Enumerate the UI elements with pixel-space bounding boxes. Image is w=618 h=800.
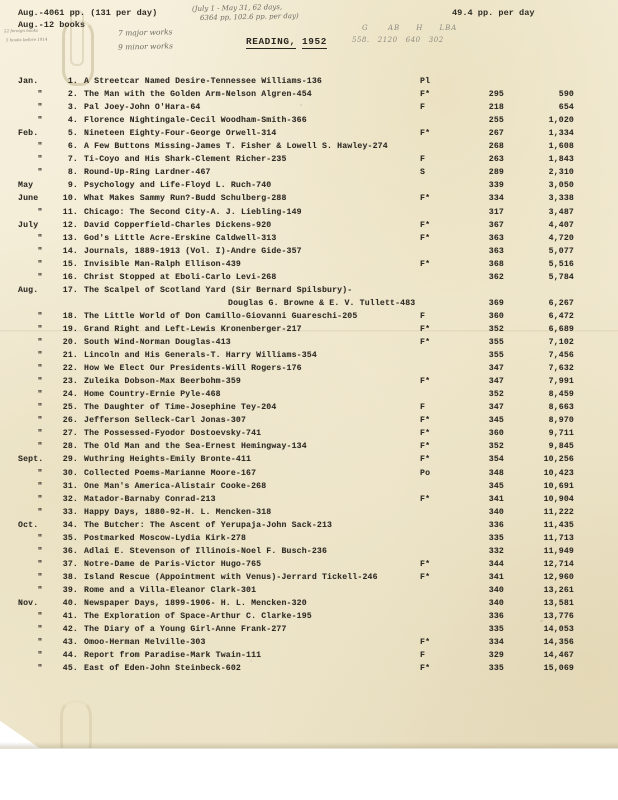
entry-number: 2. bbox=[67, 90, 78, 100]
entry-number: 6. bbox=[67, 142, 78, 152]
handwritten-tally-values: 558. 2120 640 302 bbox=[352, 36, 444, 44]
entry-number: 5. bbox=[67, 129, 78, 139]
entry-number: 15. bbox=[62, 259, 78, 269]
entry-cumulative-total: 12,960 bbox=[543, 572, 574, 582]
entry-number: 29. bbox=[62, 455, 78, 465]
entry-title: Florence Nightingale-Cecil Woodham-Smith-366 bbox=[84, 116, 307, 126]
entry-month: Oct. bbox=[18, 520, 39, 530]
entry-type-code: F* bbox=[420, 638, 431, 648]
entry-type-code: F* bbox=[420, 429, 431, 439]
entry-pages-average: 355 bbox=[488, 351, 504, 361]
entry-pages-average: 363 bbox=[488, 233, 504, 243]
reading-entry-row bbox=[0, 235, 618, 248]
page-title-year: 1952 bbox=[302, 36, 327, 47]
ditto-mark: " bbox=[37, 338, 43, 347]
paperclip-shadow-bottom bbox=[60, 700, 92, 748]
entry-number: 20. bbox=[62, 338, 78, 347]
ditto-mark: " bbox=[37, 416, 43, 426]
reading-entry-row bbox=[0, 248, 618, 261]
entry-pages-average: 345 bbox=[488, 481, 504, 491]
entry-type-code: F* bbox=[420, 442, 431, 452]
entry-pages-average: 369 bbox=[488, 298, 504, 308]
ditto-mark: " bbox=[37, 572, 43, 582]
entry-cumulative-total: 10,691 bbox=[543, 481, 574, 491]
entry-type-code: F bbox=[420, 403, 426, 413]
entry-month: Aug. bbox=[18, 285, 39, 295]
entry-month: May bbox=[18, 181, 34, 191]
entry-number: 17. bbox=[62, 285, 78, 295]
entry-pages-average: 348 bbox=[488, 468, 504, 478]
entry-title: Pal Joey-John O'Hara-64 bbox=[84, 103, 201, 113]
ditto-mark: " bbox=[37, 625, 43, 635]
entry-cumulative-total: 10,423 bbox=[543, 468, 574, 478]
entry-cumulative-total: 13,261 bbox=[543, 585, 574, 595]
page-title bbox=[246, 36, 327, 47]
entry-pages-average: 295 bbox=[488, 90, 504, 100]
reading-entry-row bbox=[0, 222, 618, 235]
entry-cumulative-total: 8,459 bbox=[548, 390, 574, 400]
entry-cumulative-total: 6,267 bbox=[548, 298, 574, 308]
entry-pages-average: 360 bbox=[488, 311, 504, 321]
ditto-mark: " bbox=[37, 324, 43, 334]
entry-number: 4. bbox=[67, 116, 78, 126]
ditto-mark: " bbox=[37, 103, 43, 113]
entry-cumulative-total: 1,334 bbox=[548, 129, 574, 139]
entry-number: 28. bbox=[62, 442, 78, 452]
entry-number: 31. bbox=[62, 481, 78, 491]
entry-pages-average: 352 bbox=[488, 324, 504, 334]
entry-title: The Butcher: The Ascent of Yerupaja-John Sack-213 bbox=[84, 520, 333, 530]
entry-number: 26. bbox=[62, 416, 78, 426]
entry-cumulative-total: 7,456 bbox=[548, 351, 574, 361]
entry-number: 16. bbox=[62, 272, 78, 282]
entry-title: Home Country-Ernie Pyle-468 bbox=[84, 390, 221, 400]
ditto-mark: " bbox=[37, 351, 43, 361]
header-line-2: Aug.-12 books bbox=[18, 20, 86, 30]
entry-number: 35. bbox=[62, 533, 78, 543]
entry-pages-average: 335 bbox=[488, 664, 504, 674]
entry-title: The Scalpel of Scotland Yard (Sir Bernard Spilsbury)- bbox=[84, 285, 353, 295]
handwritten-margin-note-1: 22 foreign books bbox=[3, 27, 39, 34]
entry-month: Nov. bbox=[18, 599, 39, 608]
ditto-mark: " bbox=[37, 311, 43, 321]
entry-number: 21. bbox=[62, 351, 78, 361]
entry-cumulative-total: 11,222 bbox=[543, 507, 574, 517]
entry-title: Report from Paradise-Mark Twain-111 bbox=[84, 651, 262, 661]
ditto-mark: " bbox=[37, 259, 43, 269]
entry-cumulative-total: 7,102 bbox=[548, 338, 574, 347]
entry-cumulative-total: 4,720 bbox=[548, 233, 574, 243]
ditto-mark: " bbox=[37, 442, 43, 452]
entry-title: A Streetcar Named Desire-Tennessee Williams-136 bbox=[84, 77, 322, 86]
ditto-mark: " bbox=[37, 377, 43, 387]
reading-entry-row bbox=[0, 496, 618, 509]
entry-title: God's Little Acre-Erskine Caldwell-313 bbox=[84, 233, 277, 243]
ditto-mark: " bbox=[37, 142, 43, 152]
entry-pages-average: 362 bbox=[488, 272, 504, 282]
entry-title: The Man with the Golden Arm-Nelson Algren-454 bbox=[84, 90, 312, 100]
entry-type-code: F* bbox=[420, 324, 431, 334]
entry-pages-average: 218 bbox=[488, 103, 504, 113]
reading-entry-row bbox=[0, 313, 618, 326]
entry-cumulative-total: 14,053 bbox=[543, 625, 574, 635]
entry-type-code: Po bbox=[420, 468, 431, 478]
entry-title: Round-Up-Ring Lardner-467 bbox=[84, 168, 211, 178]
entry-number: 39. bbox=[62, 585, 78, 595]
entry-pages-average: 347 bbox=[488, 403, 504, 413]
ditto-mark: " bbox=[37, 246, 43, 256]
ditto-mark: " bbox=[37, 612, 43, 622]
entry-cumulative-total: 7,991 bbox=[548, 377, 574, 387]
entry-number: 8. bbox=[67, 168, 78, 178]
entry-number: 23. bbox=[62, 377, 78, 387]
entry-title-continuation: Douglas G. Browne & E. V. Tullett-483 bbox=[228, 298, 416, 308]
entry-type-code: F* bbox=[420, 377, 431, 387]
reading-entry-row bbox=[0, 261, 618, 274]
entry-cumulative-total: 2,310 bbox=[548, 168, 574, 178]
entry-pages-average: 255 bbox=[488, 116, 504, 126]
entry-month: July bbox=[18, 220, 39, 230]
reading-entry-row bbox=[0, 287, 618, 300]
entry-month: Jan. bbox=[18, 77, 39, 86]
entry-number: 24. bbox=[62, 390, 78, 400]
entry-pages-average: 332 bbox=[488, 546, 504, 556]
entry-type-code: F bbox=[420, 651, 426, 661]
handwritten-note-line-2: 6364 pp, 102.6 pp. per day) bbox=[199, 11, 299, 23]
entry-title: Happy Days, 1880-92-H. L. Mencken-318 bbox=[84, 507, 272, 517]
reading-entry-row bbox=[0, 195, 618, 208]
entry-number: 7. bbox=[67, 155, 78, 165]
ditto-mark: " bbox=[37, 403, 43, 413]
entry-number: 12. bbox=[62, 220, 78, 230]
ditto-mark: " bbox=[37, 116, 43, 126]
entry-number: 33. bbox=[62, 507, 78, 517]
entry-cumulative-total: 4,407 bbox=[548, 220, 574, 230]
entry-pages-average: 336 bbox=[488, 612, 504, 622]
entry-number: 45. bbox=[62, 664, 78, 674]
entry-month: June bbox=[18, 194, 39, 204]
reading-entry-row bbox=[0, 665, 618, 678]
entry-number: 42. bbox=[62, 625, 78, 635]
entry-title: Adlai E. Stevenson of Illinois-Noel F. Busch-236 bbox=[84, 546, 328, 556]
entry-type-code: S bbox=[420, 168, 426, 178]
reading-entry-row bbox=[0, 561, 618, 574]
ditto-mark: " bbox=[37, 494, 43, 504]
entry-number: 40. bbox=[62, 599, 78, 608]
entry-type-code: F* bbox=[420, 90, 431, 100]
reading-entry-row bbox=[0, 470, 618, 483]
ditto-mark: " bbox=[37, 651, 43, 661]
entry-pages-average: 334 bbox=[488, 194, 504, 204]
entry-cumulative-total: 12,714 bbox=[543, 559, 574, 569]
entry-type-code: F* bbox=[420, 220, 431, 230]
entry-type-code: Pl bbox=[420, 77, 431, 86]
entry-number: 25. bbox=[62, 403, 78, 413]
entry-pages-average: 329 bbox=[488, 651, 504, 661]
entry-type-code: F* bbox=[420, 494, 431, 504]
reading-entry-row bbox=[0, 535, 618, 548]
entry-title: Island Rescue (Appointment with Venus)-Jerrard Tickell-246 bbox=[84, 572, 378, 582]
ditto-mark: " bbox=[37, 638, 43, 648]
entry-title: Rome and a Villa-Eleanor Clark-301 bbox=[84, 585, 257, 595]
entry-type-code: F* bbox=[420, 416, 431, 426]
entry-cumulative-total: 3,338 bbox=[548, 194, 574, 204]
entry-title: Zuleika Dobson-Max Beerbohm-359 bbox=[84, 377, 241, 387]
handwritten-tally-labels: G AB H LBA bbox=[362, 24, 458, 32]
ditto-mark: " bbox=[37, 364, 43, 374]
entry-pages-average: 267 bbox=[488, 129, 504, 139]
entry-number: 10. bbox=[62, 194, 78, 204]
ditto-mark: " bbox=[37, 207, 43, 217]
entry-cumulative-total: 15,069 bbox=[543, 664, 574, 674]
ditto-mark: " bbox=[37, 559, 43, 569]
ditto-mark: " bbox=[37, 429, 43, 439]
entry-cumulative-total: 1,843 bbox=[548, 155, 574, 165]
entry-pages-average: 341 bbox=[488, 494, 504, 504]
entry-type-code: F bbox=[420, 103, 426, 113]
ditto-mark: " bbox=[37, 546, 43, 556]
entry-cumulative-total: 5,077 bbox=[548, 246, 574, 256]
entry-title: Grand Right and Left-Lewis Kronenberger-217 bbox=[84, 324, 302, 334]
entry-title: Matador-Barnaby Conrad-213 bbox=[84, 494, 216, 504]
entry-title: The Diary of a Young Girl-Anne Frank-277 bbox=[84, 625, 287, 635]
ditto-mark: " bbox=[37, 390, 43, 400]
entry-pages-average: 340 bbox=[488, 507, 504, 517]
entry-pages-average: 354 bbox=[488, 455, 504, 465]
entry-type-code: F* bbox=[420, 194, 431, 204]
handwritten-margin-note-2: 5 books before 1914 bbox=[5, 36, 48, 43]
entry-title: A Few Buttons Missing-James T. Fisher & Lowell S. Hawley-274 bbox=[84, 142, 388, 152]
entry-type-code: F bbox=[420, 155, 426, 165]
entry-title: One Man's America-Alistair Cooke-268 bbox=[84, 481, 267, 491]
reading-entry-row bbox=[0, 522, 618, 535]
entry-pages-average: 339 bbox=[488, 181, 504, 191]
entry-cumulative-total: 3,487 bbox=[548, 207, 574, 217]
entry-title: Chicago: The Second City-A. J. Liebling-149 bbox=[84, 207, 302, 217]
handwritten-major-works: 7 major works bbox=[117, 27, 173, 38]
entry-cumulative-total: 5,516 bbox=[548, 259, 574, 269]
entry-pages-average: 263 bbox=[488, 155, 504, 165]
page-title-word: READING, bbox=[246, 36, 296, 47]
entry-title: Nineteen Eighty-Four-George Orwell-314 bbox=[84, 129, 277, 139]
entry-title: Newspaper Days, 1899-1906- H. L. Mencken-320 bbox=[84, 599, 307, 608]
entry-cumulative-total: 9,711 bbox=[548, 429, 574, 439]
entry-title: Jefferson Selleck-Carl Jonas-307 bbox=[84, 416, 247, 426]
entry-type-code: F* bbox=[420, 233, 431, 243]
entry-number: 14. bbox=[62, 246, 78, 256]
ditto-mark: " bbox=[37, 664, 43, 674]
entry-number: 43. bbox=[62, 638, 78, 648]
bottom-edge-shadow bbox=[0, 742, 618, 748]
entry-title: The Little World of Don Camillo-Giovanni Guareschi-205 bbox=[84, 311, 358, 321]
entry-number: 41. bbox=[62, 612, 78, 622]
ditto-mark: " bbox=[37, 272, 43, 282]
entry-title: Omoo-Herman Melville-303 bbox=[84, 638, 206, 648]
entry-cumulative-total: 5,784 bbox=[548, 272, 574, 282]
ditto-mark: " bbox=[37, 533, 43, 543]
entry-pages-average: 336 bbox=[488, 520, 504, 530]
entry-pages-average: 367 bbox=[488, 220, 504, 230]
entry-number: 3. bbox=[67, 103, 78, 113]
entry-number: 34. bbox=[62, 520, 78, 530]
entry-cumulative-total: 11,435 bbox=[543, 520, 574, 530]
entry-cumulative-total: 14,467 bbox=[543, 651, 574, 661]
entry-pages-average: 345 bbox=[488, 416, 504, 426]
entry-pages-average: 368 bbox=[488, 259, 504, 269]
entry-cumulative-total: 10,256 bbox=[543, 455, 574, 465]
entry-pages-average: 317 bbox=[488, 207, 504, 217]
entry-number: 13. bbox=[62, 233, 78, 243]
reading-entry-row bbox=[0, 574, 618, 587]
handwritten-minor-works: 9 minor works bbox=[117, 41, 174, 52]
entry-type-code: F* bbox=[420, 559, 431, 569]
entry-type-code: F* bbox=[420, 338, 431, 347]
ditto-mark: " bbox=[37, 585, 43, 595]
entry-title: The Possessed-Fyodor Dostoevsky-741 bbox=[84, 429, 262, 439]
entry-cumulative-total: 6,472 bbox=[548, 311, 574, 321]
reading-entry-row bbox=[0, 274, 618, 287]
entry-number: 36. bbox=[62, 546, 78, 556]
ditto-mark: " bbox=[37, 481, 43, 491]
entry-cumulative-total: 10,904 bbox=[543, 494, 574, 504]
reading-entry-row bbox=[0, 509, 618, 522]
entry-title: Christ Stopped at Eboli-Carlo Levi-268 bbox=[84, 272, 277, 282]
entry-title: South Wind-Norman Douglas-413 bbox=[84, 338, 231, 347]
entry-title: Postmarked Moscow-Lydia Kirk-278 bbox=[84, 533, 247, 543]
entry-number: 37. bbox=[62, 559, 78, 569]
entry-title: How We Elect Our Presidents-Will Rogers-176 bbox=[84, 364, 302, 374]
entry-number: 30. bbox=[62, 468, 78, 478]
entry-number: 11. bbox=[62, 207, 78, 217]
ditto-mark: " bbox=[37, 155, 43, 165]
entry-pages-average: 340 bbox=[488, 599, 504, 608]
entry-title: The Old Man and the Sea-Ernest Hemingway-134 bbox=[84, 442, 307, 452]
entry-title: Invisible Man-Ralph Ellison-439 bbox=[84, 259, 241, 269]
entry-type-code: F* bbox=[420, 455, 431, 465]
entry-number: 38. bbox=[62, 572, 78, 582]
entry-pages-average: 347 bbox=[488, 364, 504, 374]
ditto-mark: " bbox=[37, 233, 43, 243]
entry-pages-average: 335 bbox=[488, 625, 504, 635]
entry-pages-average: 334 bbox=[488, 638, 504, 648]
entry-title: Journals, 1889-1913 (Vol. I)-Andre Gide-357 bbox=[84, 246, 302, 256]
entry-type-code: F* bbox=[420, 129, 431, 139]
entry-pages-average: 352 bbox=[488, 442, 504, 452]
header-rate: 49.4 pp. per day bbox=[452, 8, 535, 18]
ditto-mark: " bbox=[37, 168, 43, 178]
entry-pages-average: 360 bbox=[488, 429, 504, 439]
entry-type-code: F bbox=[420, 311, 426, 321]
entry-number: 18. bbox=[62, 311, 78, 321]
entry-cumulative-total: 8,970 bbox=[548, 416, 574, 426]
reading-entry-row bbox=[0, 483, 618, 496]
entry-type-code: F* bbox=[420, 572, 431, 582]
entry-pages-average: 268 bbox=[488, 142, 504, 152]
reading-entry-row bbox=[0, 548, 618, 561]
entry-pages-average: 352 bbox=[488, 390, 504, 400]
entry-cumulative-total: 8,663 bbox=[548, 403, 574, 413]
handwritten-note-line-1: (July 1 - May 31, 62 days, bbox=[191, 3, 283, 13]
entry-title: Wuthring Heights-Emily Bronte-411 bbox=[84, 455, 252, 465]
entry-pages-average: 340 bbox=[488, 585, 504, 595]
entry-number: 19. bbox=[62, 324, 78, 334]
entry-title: The Daughter of Time-Josephine Tey-204 bbox=[84, 403, 277, 413]
entry-pages-average: 355 bbox=[488, 338, 504, 347]
ditto-mark: " bbox=[37, 507, 43, 517]
entry-pages-average: 344 bbox=[488, 559, 504, 569]
entry-title: East of Eden-John Steinbeck-602 bbox=[84, 664, 241, 674]
entry-cumulative-total: 11,949 bbox=[543, 546, 574, 556]
entry-cumulative-total: 1,608 bbox=[548, 142, 574, 152]
header-line-1: Aug.-4061 pp. (131 per day) bbox=[18, 8, 158, 18]
entry-cumulative-total: 11,713 bbox=[543, 533, 574, 543]
entry-title: Lincoln and His Generals-T. Harry Williams-354 bbox=[84, 351, 317, 361]
entry-month: Sept. bbox=[18, 455, 44, 465]
entry-cumulative-total: 9,845 bbox=[548, 442, 574, 452]
entry-month: Feb. bbox=[18, 129, 39, 139]
entry-title: Ti-Coyo and His Shark-Clement Richer-235 bbox=[84, 155, 287, 165]
entry-number: 27. bbox=[62, 429, 78, 439]
entry-number: 22. bbox=[62, 364, 78, 374]
entry-title: Collected Poems-Marianne Moore-167 bbox=[84, 468, 257, 478]
entry-type-code: F* bbox=[420, 664, 431, 674]
entry-title: The Exploration of Space-Arthur C. Clarke-195 bbox=[84, 612, 312, 622]
entry-number: 1. bbox=[67, 77, 78, 86]
entry-cumulative-total: 6,689 bbox=[548, 324, 574, 334]
ditto-mark: " bbox=[37, 468, 43, 478]
entry-number: 32. bbox=[62, 494, 78, 504]
entry-number: 9. bbox=[67, 181, 78, 191]
entry-number: 44. bbox=[62, 651, 78, 661]
entry-title: Psychology and Life-Floyd L. Ruch-740 bbox=[84, 181, 272, 191]
entry-cumulative-total: 7,632 bbox=[548, 364, 574, 374]
entry-cumulative-total: 14,356 bbox=[543, 638, 574, 648]
entry-title: Notre-Dame de Paris-Victor Hugo-765 bbox=[84, 559, 262, 569]
entry-pages-average: 289 bbox=[488, 168, 504, 178]
reading-entry-row bbox=[0, 209, 618, 222]
entry-pages-average: 363 bbox=[488, 246, 504, 256]
entry-pages-average: 347 bbox=[488, 377, 504, 387]
entry-cumulative-total: 3,050 bbox=[548, 181, 574, 191]
ditto-mark: " bbox=[37, 90, 43, 100]
entry-cumulative-total: 654 bbox=[558, 103, 574, 113]
entry-cumulative-total: 590 bbox=[558, 90, 574, 100]
entry-cumulative-total: 1,020 bbox=[548, 116, 574, 126]
entry-cumulative-total: 13,776 bbox=[543, 612, 574, 622]
entry-title: What Makes Sammy Run?-Budd Schulberg-288 bbox=[84, 194, 287, 204]
entry-title: David Copperfield-Charles Dickens-920 bbox=[84, 220, 272, 230]
entry-pages-average: 341 bbox=[488, 572, 504, 582]
reading-entry-row bbox=[0, 456, 618, 469]
entry-type-code: F* bbox=[420, 259, 431, 269]
entry-pages-average: 335 bbox=[488, 533, 504, 543]
entry-cumulative-total: 13,581 bbox=[543, 599, 574, 608]
reading-entry-continuation-row bbox=[0, 300, 618, 313]
